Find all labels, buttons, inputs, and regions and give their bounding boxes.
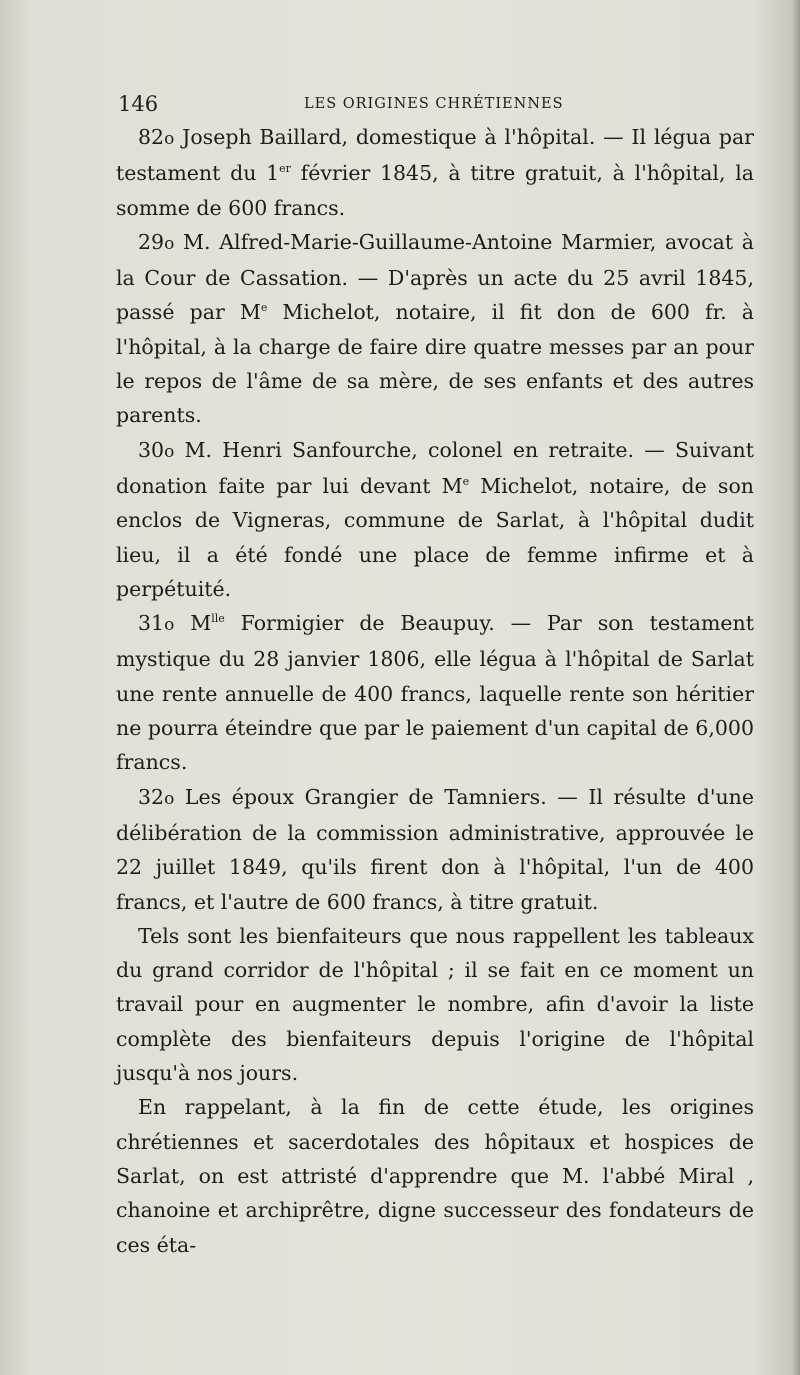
ordinal-mark: o [164, 233, 175, 254]
entry-text-cont: Formigier de Beaupuy. — Par son testament mystique du 28 janvier 1806, elle légua à l'hôpital de Sarlat une rente annuelle de 400 francs, laquelle rente son héritier ne pourra éteindre que par le paiement d'un capital de 6,000 francs. [116, 611, 754, 775]
ordinal-mark: o [164, 129, 175, 149]
entry-number: 29 [138, 229, 165, 254]
superscript: e [260, 301, 268, 315]
closing-paragraph: Tels sont les bienfaiteurs que nous rappellent les tableaux du grand corridor de l'hôpital ; il se fait en ce moment un travail pour en augmenter le nombre, afin d'avoir la liste complète des bienfaiteurs depuis l'origine de l'hôpital jusqu'à nos jours. [116, 923, 754, 1086]
entry-29 [116, 225, 754, 433]
superscript: lle [211, 612, 225, 626]
entry-32 [116, 780, 754, 919]
entry-text: Joseph Baillard, domestique à l'hôpital. — Il légua par testament du 1 [116, 125, 754, 186]
entry-text: M. Alfred-Marie-Guillaume-Antoine Marmier, avocat à la Cour de Cassation. — D'après un acte du 25 avril 1845, passé par M [116, 229, 754, 325]
entry-text-cont: février 1845, à titre gratuit, à l'hôpital, la somme de 600 francs. [116, 161, 755, 220]
ordinal-mark: o [164, 788, 175, 809]
entry-number: 30 [138, 437, 165, 462]
entry-number: 31 [138, 611, 165, 636]
entry-82 [116, 120, 754, 225]
entry-text-cont: Michelot, notaire, de son enclos de Vigneras, commune de Sarlat, à l'hôpital dudit lieu, il a été fondé une place de femme infirme et à perpétuité. [116, 473, 754, 601]
page-body [116, 120, 754, 1262]
superscript: er [279, 162, 291, 176]
entry-text-cont: Michelot, notaire, il fit don de 600 fr. à l'hôpital, à la charge de faire dire quatre messes par an pour le repos de l'âme de sa mère, de ses enfants et des autres parents. [116, 300, 754, 428]
running-title: LES ORIGINES CHRÉTIENNES [304, 96, 564, 112]
entry-31 [116, 606, 754, 779]
page-header [118, 92, 758, 116]
page-number: 146 [118, 92, 159, 116]
entry-number: 82 [138, 125, 165, 149]
entry-number: 32 [138, 784, 165, 809]
ordinal-mark: o [164, 441, 175, 462]
superscript: e [462, 475, 470, 489]
entry-text: M. Henri Sanfourche, colonel en retraite. — Suivant donation faite par lui devant M [116, 437, 754, 498]
final-paragraph: En rappelant, à la fin de cette étude, les origines chrétiennes et sacerdotales des hôpitaux et hospices de Sarlat, on est attristé d'apprendre que M. l'abbé Miral , chanoine et archiprêtre, digne successeur des fondateurs de ces éta- [116, 1095, 754, 1257]
ordinal-mark: o [164, 615, 175, 636]
entry-text: M [174, 611, 212, 636]
entry-30 [116, 433, 754, 606]
entry-text: Les époux Grangier de Tamniers. — Il résulte d'une délibération de la commission administrative, approuvée le 22 juillet 1849, qu'ils firent don à l'hôpital, l'un de 400 francs, et l'autre de 600 francs, à titre gratuit. [116, 784, 754, 914]
